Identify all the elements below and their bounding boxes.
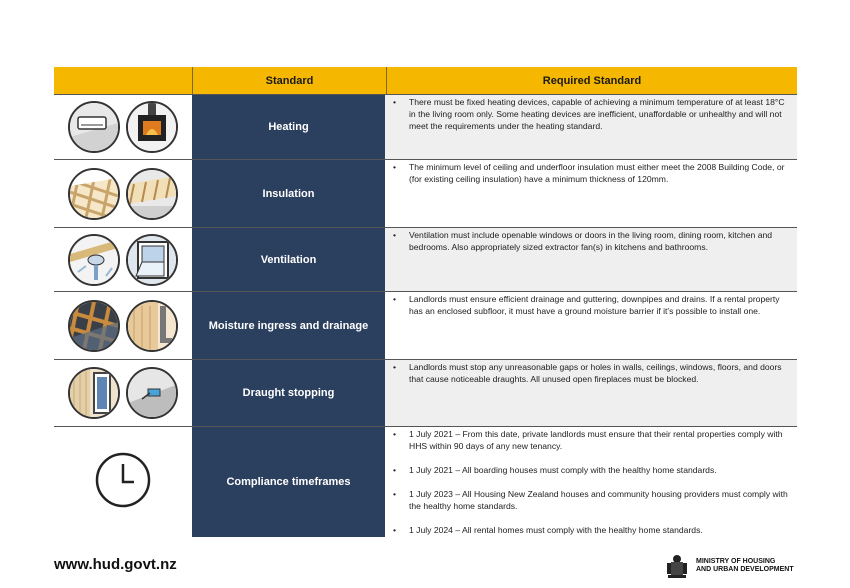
required-moisture	[385, 292, 797, 359]
list-item: • Landlords must stop any unreasonable gaps or holes in walls, ceilings, windows, floors, and doors that cause noticeable draughts. All unused open fireplaces must be blocked.	[393, 361, 791, 385]
standard-heating: Heating	[192, 95, 385, 159]
standard-moisture: Moisture ingress and drainage	[192, 292, 385, 359]
ceiling-insulation-icon	[68, 168, 120, 220]
downpipe-icon	[126, 300, 178, 352]
ground-moisture-barrier-icon	[68, 300, 120, 352]
table-row-ventilation	[54, 227, 797, 291]
header-image-cell	[54, 67, 193, 94]
required-draught	[385, 360, 797, 426]
table-row-draught	[54, 359, 797, 426]
underfloor-insulation-icon	[126, 168, 178, 220]
row-images	[54, 360, 192, 426]
table-header	[54, 67, 797, 94]
required-heating	[385, 95, 797, 159]
row-images	[54, 160, 192, 227]
ministry-line-2: AND URBAN DEVELOPMENT	[696, 566, 794, 573]
required-ventilation	[385, 228, 797, 291]
ministry-name	[696, 558, 794, 574]
standard-draught: Draught stopping	[192, 360, 385, 426]
required-compliance	[385, 427, 797, 537]
wood-burner-icon	[126, 101, 178, 153]
list-item: • 1 July 2021 – All boarding houses must comply with the healthy home standards.	[393, 464, 791, 476]
list-item: • There must be fixed heating devices, capable of achieving a minimum temperature of at least 18°C in the living room only. Some heating devices are inefficient, unaffordable or unhealthy and will not meet the requirements under the heating standard.	[393, 96, 791, 132]
list-item: • Ventilation must include openable windows or doors in the living room, dining room, kitchen and bedrooms. Also appropriately sized extractor fan(s) in kitchens and bathrooms.	[393, 229, 791, 253]
clock-icon	[94, 451, 152, 514]
row-images	[54, 427, 192, 537]
blocked-fireplace-icon	[126, 367, 178, 419]
row-images	[54, 292, 192, 359]
table-row-moisture	[54, 291, 797, 359]
table-row-heating	[54, 94, 797, 159]
table-row-compliance	[54, 426, 797, 537]
required-insulation	[385, 160, 797, 227]
extractor-fan-icon	[68, 234, 120, 286]
ministry-logo	[663, 552, 794, 580]
row-images	[54, 228, 192, 291]
nz-coat-of-arms-icon	[663, 552, 691, 580]
standard-compliance: Compliance timeframes	[192, 427, 385, 537]
healthy-homes-table	[54, 67, 797, 537]
row-images	[54, 95, 192, 159]
ministry-line-1: MINISTRY OF HOUSING	[696, 558, 776, 565]
standard-insulation: Insulation	[192, 160, 385, 227]
openable-window-icon	[126, 234, 178, 286]
header-required-standard: Required Standard	[542, 74, 642, 87]
list-item: • 1 July 2023 – All Housing New Zealand houses and community housing providers must comply with the healthy home standards.	[393, 488, 791, 512]
website-url: www.hud.govt.nz	[54, 556, 177, 573]
heat-pump-icon	[68, 101, 120, 153]
header-standard: Standard	[193, 67, 387, 94]
list-item: • 1 July 2021 – From this date, private landlords must ensure that their rental properties comply with HHS within 90 days of any new tenancy.	[393, 428, 791, 452]
list-item: • Landlords must ensure efficient drainage and guttering, downpipes and drains. If a rental property has an enclosed subfloor, it must have a ground moisture barrier if it's possible to install one.	[393, 293, 791, 317]
list-item: • 1 July 2024 – All rental homes must comply with the healthy home standards.	[393, 524, 791, 536]
standard-ventilation: Ventilation	[192, 228, 385, 291]
table-row-insulation	[54, 159, 797, 227]
list-item: • The minimum level of ceiling and underfloor insulation must either meet the 2008 Building Code, or (for existing ceiling insulation) have a minimum thickness of 120mm.	[393, 161, 791, 185]
door-gap-icon	[68, 367, 120, 419]
